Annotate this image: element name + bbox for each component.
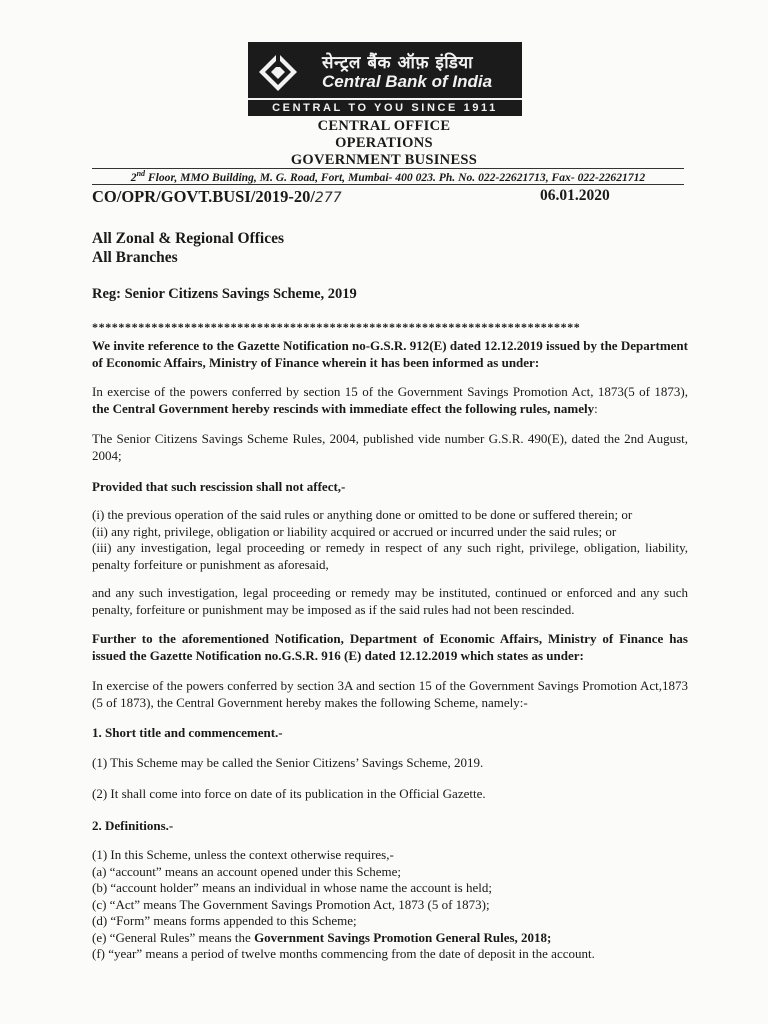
reference-number: CO/OPR/GOVT.BUSI/2019-20/277 bbox=[92, 187, 342, 206]
rescinded-rules-paragraph: The Senior Citizens Savings Scheme Rules, 2004, published vide number G.S.R. 490(E), dated the 2nd August, 2004; bbox=[92, 431, 688, 463]
logo-tagline: CENTRAL TO YOU SINCE 1911 bbox=[248, 98, 522, 118]
definition-a: (a) “account” means an account opened under this Scheme; bbox=[92, 863, 401, 879]
investigation-paragraph: and any such investigation, legal proceeding or remedy may be instituted, continued or enforced and any such penalty, forfeiture or punishment may be imposed as if the said rules had not been rescinded. bbox=[92, 585, 688, 617]
exercise-paragraph-1: In exercise of the powers conferred by section 15 of the Government Savings Promotion Act, 1873(5 of 1873), the Central Government hereby rescinds with immediate effect the following rules, namely: bbox=[92, 384, 688, 416]
header-government-business: GOVERNMENT BUSINESS bbox=[290, 152, 478, 168]
exercise-paragraph-2: In exercise of the powers conferred by section 3A and section 15 of the Government Savings Promotion Act,1873 (5 of 1873), the Central Government hereby makes the following Scheme, namely:- bbox=[92, 678, 688, 710]
proviso-list bbox=[92, 507, 688, 573]
section-1-clause-1: (1) This Scheme may be called the Senior Citizens’ Savings Scheme, 2019. bbox=[92, 755, 484, 770]
header-central-office: CENTRAL OFFICE bbox=[317, 118, 451, 134]
bank-emblem-icon bbox=[256, 50, 300, 94]
definition-f: (f) “year” means a period of twelve months commencing from the date of deposit in the account. bbox=[92, 946, 595, 961]
section-1-clause-2: (2) It shall come into force on date of its publication in the Official Gazette. bbox=[92, 786, 486, 801]
further-notification-paragraph: Further to the aforementioned Notification, Department of Economic Affairs, Ministry of Finance has issued the Gazette Notification no.G.S.R. 916 (E) dated 12.12.2019 which states as under: bbox=[92, 631, 688, 663]
header-rule-bottom bbox=[92, 184, 684, 185]
bank-logo bbox=[248, 42, 522, 116]
handwritten-number: 277 bbox=[314, 190, 342, 206]
logo-hindi-text: सेन्ट्रल बैंक ऑफ़ इंडिया bbox=[322, 53, 474, 73]
logo-english-text: Central Bank of India bbox=[322, 72, 493, 91]
definition-c: (c) “Act” means The Government Savings Promotion Act, 1873 (5 of 1873); bbox=[92, 896, 490, 912]
definition-intro: (1) In this Scheme, unless the context otherwise requires,- bbox=[92, 847, 394, 862]
definition-b: (b) “account holder” means an individual in whose name the account is held; bbox=[92, 880, 492, 895]
header-operations: OPERATIONS bbox=[335, 135, 433, 151]
addressee: All Zonal & Regional Offices All Branches bbox=[92, 230, 285, 266]
definition-d: (d) “Form” means forms appended to this Scheme; bbox=[92, 913, 357, 928]
office-address: 2nd Floor, MMO Building, M. G. Road, Fort, Mumbai- 400 023. Ph. No. 022-22621713, Fax- 022-22621712 bbox=[130, 169, 646, 184]
intro-paragraph: We invite reference to the Gazette Notification no-G.S.R. 912(E) dated 12.12.2019 issued by the Department of Economic Affairs, Ministry of Finance wherein it has been informed as under: bbox=[92, 338, 688, 370]
section-2-heading: 2. Definitions.- bbox=[92, 818, 174, 833]
section-1-heading: 1. Short title and commencement.- bbox=[92, 725, 283, 740]
proviso-heading: Provided that such rescission shall not affect,- bbox=[92, 479, 346, 494]
subject-line: Reg: Senior Citizens Savings Scheme, 2019 bbox=[92, 286, 357, 302]
circular-date: 06.01.2020 bbox=[540, 187, 610, 204]
definitions-list bbox=[92, 847, 688, 963]
proviso-item-iii: (iii) any investigation, legal proceeding or remedy in respect of any such right, privilege, obligation, liability, penalty forfeiture or punishment as aforesaid, bbox=[92, 540, 688, 572]
definition-e: (e) “General Rules” means the Government Savings Promotion General Rules, 2018; bbox=[92, 929, 552, 945]
separator-stars: ************************************************************************** bbox=[92, 320, 581, 334]
proviso-item-i: (i) the previous operation of the said rules or anything done or omitted to be done or suffered therein; or bbox=[92, 507, 633, 522]
proviso-item-ii: (ii) any right, privilege, obligation or liability acquired or accrued or incurred under the said rules; or bbox=[92, 523, 617, 539]
